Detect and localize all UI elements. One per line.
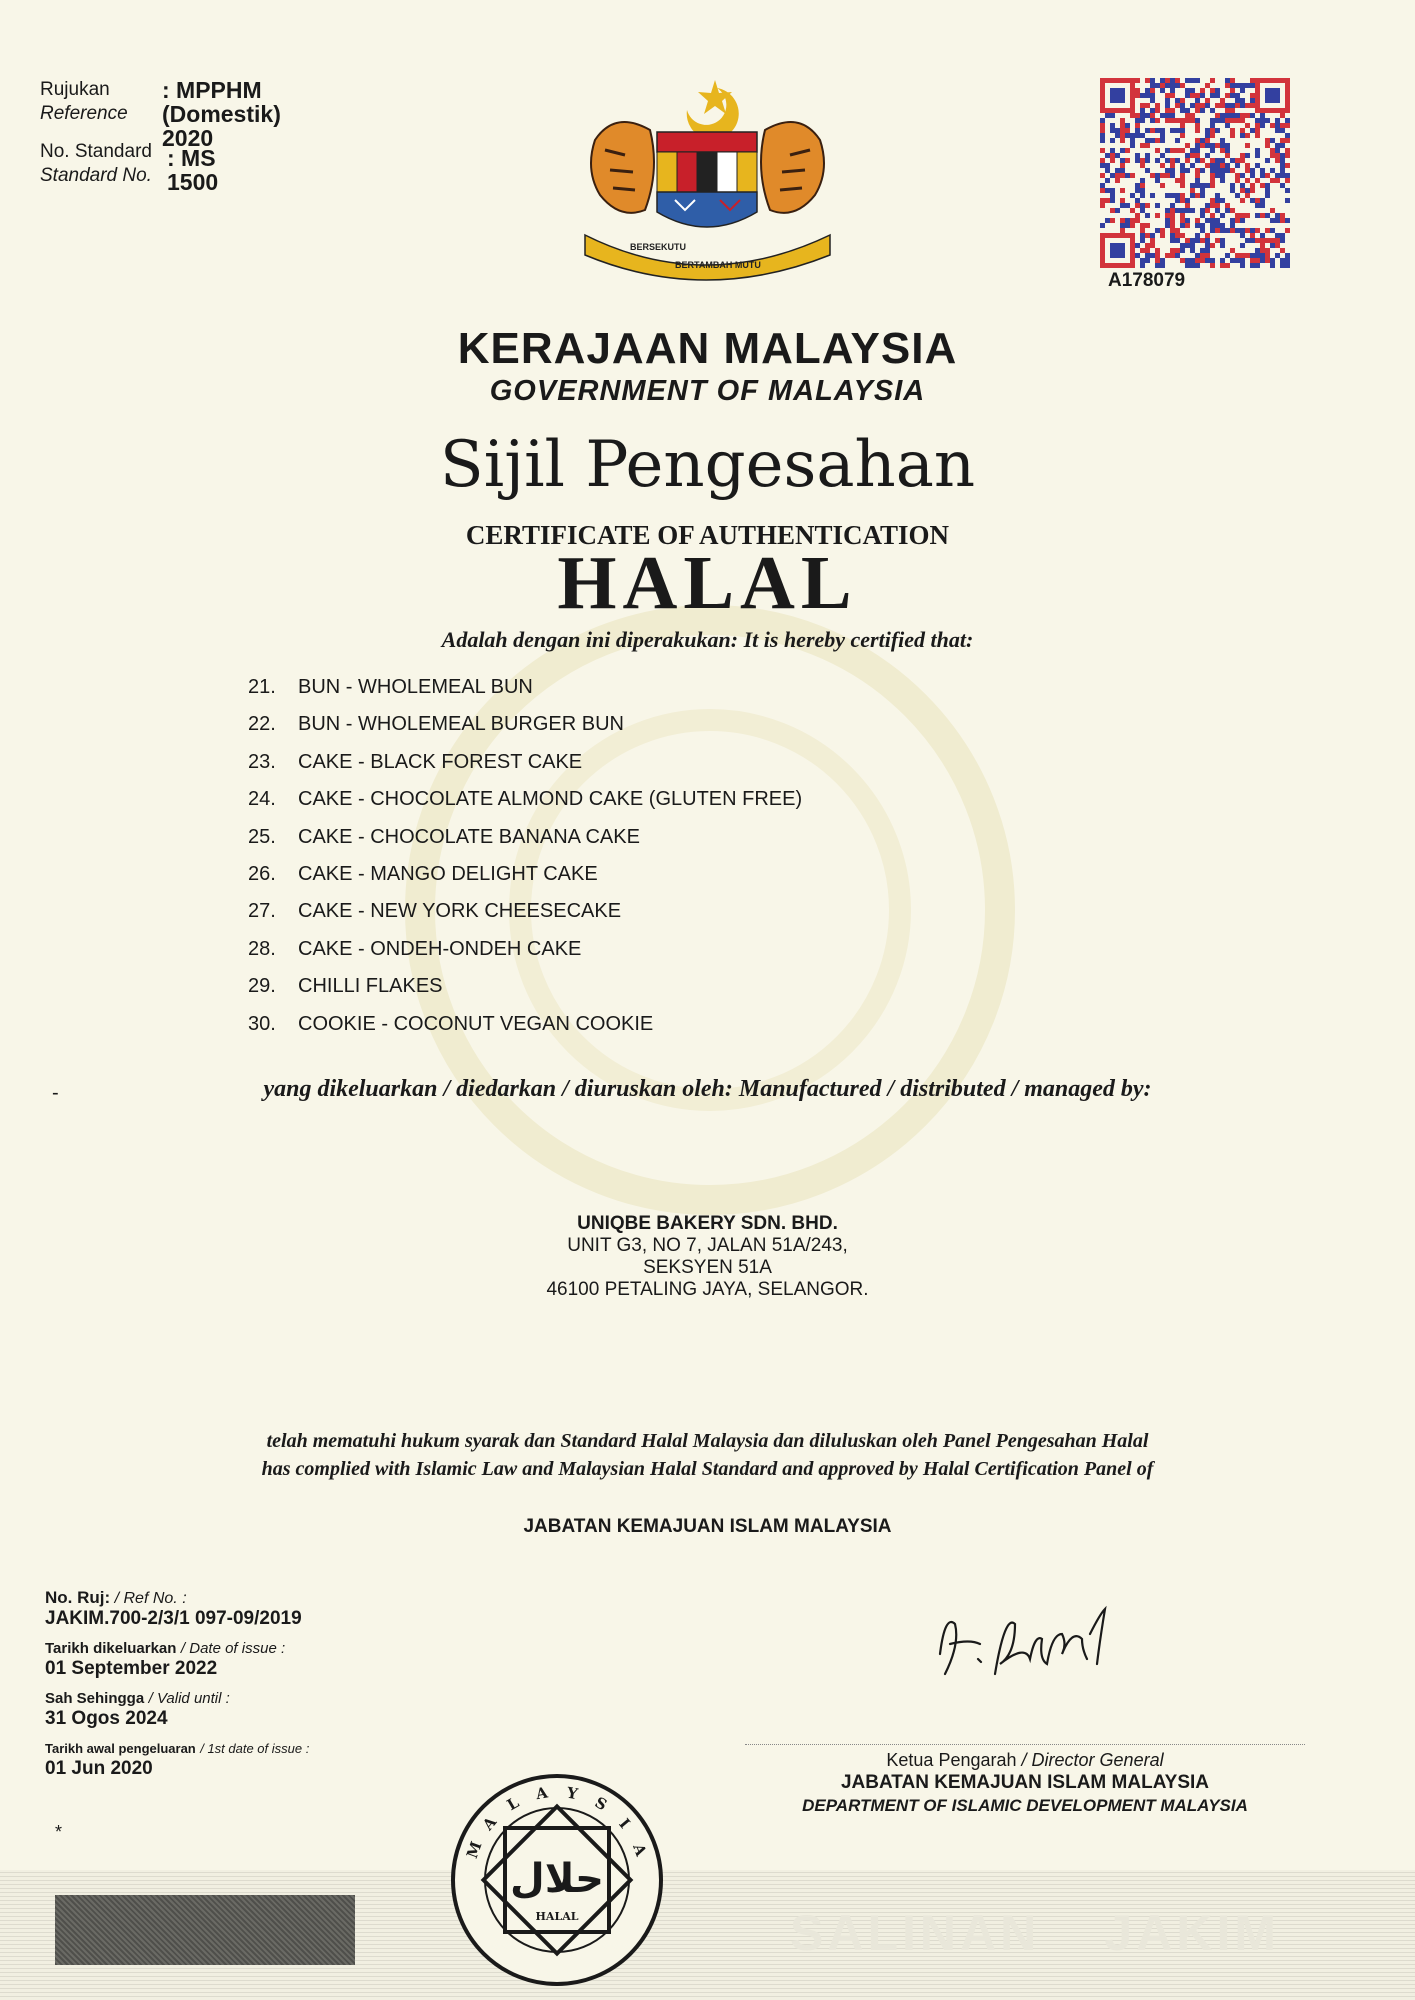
ref-no-value: JAKIM.700-2/3/1 097-09/2019 bbox=[45, 1608, 302, 1629]
product-name: BUN - WHOLEMEAL BUN bbox=[298, 676, 533, 698]
product-name: CAKE - BLACK FOREST CAKE bbox=[298, 750, 583, 773]
product-name: CAKE - ONDEH-ONDEH CAKE bbox=[298, 937, 582, 960]
product-item bbox=[248, 975, 802, 1012]
signatory-title-ms: Ketua Pengarah bbox=[886, 1750, 1017, 1770]
reference-value: : MPPHM (Domestik) 2020 bbox=[162, 77, 281, 151]
product-number: 28. bbox=[248, 937, 276, 960]
standard-row bbox=[40, 140, 219, 202]
certificate-info bbox=[45, 1588, 309, 1790]
signature-line bbox=[745, 1744, 1305, 1745]
coat-of-arms-icon bbox=[575, 70, 840, 285]
company-address-line: SEKSYEN 51A bbox=[643, 1257, 772, 1278]
reference-label: Rujukan bbox=[40, 79, 110, 100]
product-number: 22. bbox=[248, 713, 276, 736]
product-item bbox=[248, 713, 802, 750]
product-item bbox=[248, 676, 802, 713]
svg-text:M: M bbox=[463, 1839, 486, 1861]
standard-label-en: Standard No. bbox=[40, 165, 152, 186]
valid-until-label-en: / Valid until : bbox=[148, 1690, 230, 1707]
company-address-line: 46100 PETALING JAYA, SELANGOR. bbox=[546, 1279, 869, 1300]
svg-text:A: A bbox=[534, 1783, 550, 1804]
ref-no-label: No. Ruj: bbox=[45, 1588, 111, 1607]
standard-value: : MS 1500 bbox=[167, 145, 219, 195]
svg-text:Y: Y bbox=[565, 1783, 580, 1804]
svg-text:L: L bbox=[503, 1793, 523, 1815]
first-issue-label-en: / 1st date of issue : bbox=[200, 1741, 310, 1756]
issue-date-label-en: / Date of issue : bbox=[180, 1640, 286, 1657]
product-item bbox=[248, 788, 802, 825]
product-name: CAKE - MANGO DELIGHT CAKE bbox=[298, 862, 598, 885]
svg-text:A: A bbox=[629, 1841, 651, 1859]
qr-code-icon bbox=[1100, 78, 1290, 268]
copy-stamp-right: JAKIM bbox=[1104, 1905, 1280, 1961]
product-number: 27. bbox=[248, 900, 276, 923]
compliance-statement-ms: telah mematuhi hukum syarak dan Standard Halal Malaysia dan diluluskan oleh Panel Pengesahan Halal bbox=[266, 1430, 1149, 1452]
compliance-statement-en: has complied with Islamic Law and Malaysian Halal Standard and approved by Halal Certification Panel of bbox=[261, 1458, 1154, 1480]
ref-no-label-en: / Ref No. : bbox=[114, 1590, 187, 1607]
signatory-title-en: / Director General bbox=[1021, 1750, 1164, 1770]
footnote-star: * bbox=[55, 1822, 63, 1842]
valid-until-row bbox=[45, 1690, 309, 1730]
standard-label: No. Standard bbox=[40, 141, 152, 162]
ref-no-row bbox=[45, 1588, 309, 1630]
svg-text:A: A bbox=[478, 1813, 501, 1834]
certificate-title-ms: Sijil Pengesahan bbox=[439, 428, 976, 502]
product-number: 24. bbox=[248, 788, 276, 811]
signatory-department-ms: JABATAN KEMAJUAN ISLAM MALAYSIA bbox=[840, 1772, 1210, 1793]
government-title-en: GOVERNMENT OF MALAYSIA bbox=[489, 375, 926, 407]
halal-logo-icon bbox=[447, 1770, 667, 1990]
issue-date-value: 01 September 2022 bbox=[45, 1658, 218, 1679]
svg-text:BERSEKUTU: BERSEKUTU bbox=[630, 242, 687, 252]
first-issue-value: 01 Jun 2020 bbox=[45, 1758, 153, 1779]
redacted-box bbox=[55, 1895, 355, 1965]
margin-mark: - bbox=[52, 1082, 59, 1104]
svg-text:S: S bbox=[591, 1793, 611, 1815]
product-name: BUN - WHOLEMEAL BURGER BUN bbox=[298, 713, 624, 736]
copy-stamp-left: SALINAN bbox=[790, 1905, 1041, 1961]
product-number: 29. bbox=[248, 975, 276, 998]
company-address-line: UNIT G3, NO 7, JALAN 51A/243, bbox=[567, 1235, 848, 1256]
product-name: COOKIE - COCONUT VEGAN COOKIE bbox=[298, 1012, 654, 1035]
product-number: 26. bbox=[248, 862, 276, 885]
product-name: CAKE - NEW YORK CHEESECAKE bbox=[298, 900, 622, 923]
product-number: 30. bbox=[248, 1012, 276, 1035]
signatory-department-en: DEPARTMENT OF ISLAMIC DEVELOPMENT MALAYSIA bbox=[802, 1796, 1248, 1815]
valid-until-value: 31 Ogos 2024 bbox=[45, 1708, 168, 1729]
product-name: CAKE - CHOCOLATE ALMOND CAKE (GLUTEN FREE) bbox=[298, 788, 803, 811]
manufacturer-statement: yang dikeluarkan / diedarkan / diuruskan oleh: Manufactured / distributed / managed by: bbox=[263, 1076, 1152, 1102]
signatory-title bbox=[745, 1750, 1305, 1771]
reference-block bbox=[40, 77, 281, 202]
copy-stamp bbox=[790, 1904, 1280, 1962]
valid-until-label: Sah Sehingga bbox=[45, 1690, 145, 1707]
halal-logo-label: HALAL bbox=[535, 1910, 579, 1923]
certify-statement: Adalah dengan ini diperakukan: It is hereby certified that: bbox=[441, 627, 974, 652]
reference-label-en: Reference bbox=[40, 103, 128, 124]
product-item bbox=[248, 1013, 802, 1050]
product-number: 25. bbox=[248, 825, 276, 848]
certificate-title-en: CERTIFICATE OF AUTHENTICATION bbox=[465, 520, 950, 550]
product-name: CAKE - CHOCOLATE BANANA CAKE bbox=[298, 825, 640, 848]
halal-title: HALAL bbox=[557, 541, 858, 625]
product-name: CHILLI FLAKES bbox=[298, 975, 443, 998]
svg-text:I: I bbox=[615, 1814, 634, 1832]
issue-date-label: Tarikh dikeluarkan bbox=[45, 1640, 177, 1657]
first-issue-row bbox=[45, 1740, 309, 1780]
product-list bbox=[248, 676, 802, 1050]
serial-number: A178079 bbox=[1108, 270, 1186, 291]
signature-icon bbox=[920, 1604, 1160, 1694]
product-item bbox=[248, 938, 802, 975]
company-name: UNIQBE BAKERY SDN. BHD. bbox=[577, 1213, 838, 1234]
product-item bbox=[248, 826, 802, 863]
svg-text:BERTAMBAH MUTU: BERTAMBAH MUTU bbox=[675, 260, 761, 270]
product-item bbox=[248, 900, 802, 937]
product-item bbox=[248, 863, 802, 900]
reference-row bbox=[40, 77, 281, 151]
certifying-authority: JABATAN KEMAJUAN ISLAM MALAYSIA bbox=[523, 1516, 892, 1537]
product-number: 23. bbox=[248, 750, 276, 773]
halal-logo-arabic: حلال bbox=[510, 1856, 604, 1902]
first-issue-label: Tarikh awal pengeluaran bbox=[45, 1741, 196, 1756]
company-block bbox=[0, 1213, 1415, 1301]
product-item bbox=[248, 751, 802, 788]
issue-date-row bbox=[45, 1640, 309, 1680]
government-title-ms: KERAJAAN MALAYSIA bbox=[457, 324, 958, 373]
product-number: 21. bbox=[248, 676, 276, 698]
